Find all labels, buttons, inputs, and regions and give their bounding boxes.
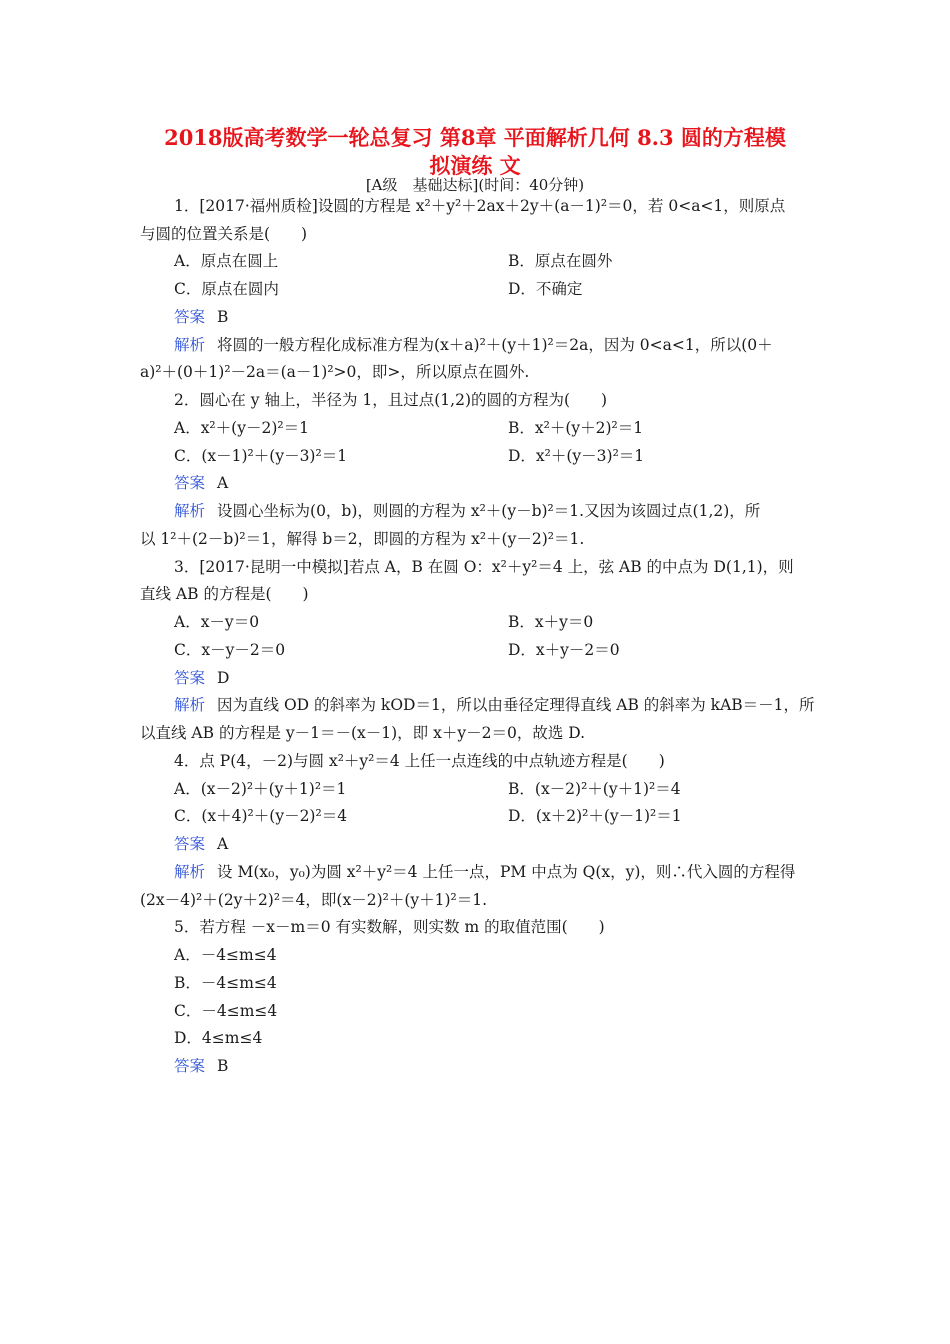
analysis-text: 设 M(x₀，y₀)为圆 x²＋y²＝4 上任一点，PM 中点为 Q(x，y)，则∴代入圆的方程得 — [217, 863, 796, 881]
q3-analysis-line-1 — [174, 695, 815, 715]
q3-option-a: A．x－y＝0 — [174, 613, 260, 631]
q3-analysis-line-2: 以直线 AB 的方程是 y－1＝－(x－1)，即 x＋y－2＝0，故选 D. — [140, 724, 586, 742]
q4-option-d: D．(x＋2)²＋(y－1)²＝1 — [508, 807, 682, 825]
q4-option-c: C．(x＋4)²＋(y－2)²＝4 — [174, 807, 348, 825]
q2-analysis-line-1 — [174, 501, 760, 521]
analysis-text: 设圆心坐标为(0，b)，则圆的方程为 x²＋(y－b)²＝1.又因为该圆过点(1,2)，所 — [217, 502, 761, 520]
answer-label: 答案 — [174, 308, 206, 326]
analysis-label: 解析 — [174, 696, 206, 714]
q1-analysis-line-1 — [174, 335, 773, 355]
q1-option-d: D．不确定 — [508, 280, 583, 298]
q3-answer — [174, 668, 229, 688]
q5-option-a: A．－4≤m≤4 — [174, 946, 277, 964]
q1-option-a: A．原点在圆上 — [174, 252, 279, 270]
q2-analysis-line-2: 以 1²＋(2－b)²＝1，解得 b＝2，即圆的方程为 x²＋(y－2)²＝1. — [140, 530, 585, 548]
q4-analysis-line-2: (2x－4)²＋(2y＋2)²＝4，即(x－2)²＋(y＋1)²＝1. — [140, 891, 488, 909]
document-title — [120, 124, 830, 180]
q3-stem-line-2: 直线 AB 的方程是( ) — [140, 585, 309, 603]
q2-option-c: C．(x－1)²＋(y－3)²＝1 — [174, 447, 348, 465]
title-line-2: 拟演练 文 — [429, 153, 521, 178]
q3-stem-line-1: 3．[2017·昆明一中模拟]若点 A，B 在圆 O：x²＋y²＝4 上，弦 AB 的中点为 D(1,1)，则 — [174, 558, 794, 576]
q5-answer — [174, 1056, 228, 1076]
answer-value: A — [217, 474, 229, 492]
q2-stem-line-1: 2．圆心在 y 轴上，半径为 1，且过点(1,2)的圆的方程为( ) — [174, 391, 608, 409]
answer-value: A — [217, 835, 229, 853]
q5-option-b: B．－4≤m≤4 — [174, 974, 277, 992]
q3-option-b: B．x＋y＝0 — [508, 613, 594, 631]
title-line-1: 2018版高考数学一轮总复习 第8章 平面解析几何 8.3 圆的方程模 — [164, 125, 786, 150]
q1-stem-line-2: 与圆的位置关系是( ) — [140, 225, 308, 243]
q3-option-c: C．x－y－2＝0 — [174, 641, 286, 659]
q3-option-d: D．x＋y－2＝0 — [508, 641, 620, 659]
analysis-label: 解析 — [174, 863, 206, 881]
answer-value: B — [217, 1057, 229, 1075]
answer-label: 答案 — [174, 835, 206, 853]
q4-answer — [174, 834, 228, 854]
q4-option-b: B．(x－2)²＋(y＋1)²＝4 — [508, 780, 681, 798]
q4-stem-line-1: 4．点 P(4，－2)与圆 x²＋y²＝4 上任一点连线的中点轨迹方程是( ) — [174, 752, 665, 770]
q2-option-b: B．x²＋(y＋2)²＝1 — [508, 419, 644, 437]
q1-stem-line-1: 1．[2017·福州质检]设圆的方程是 x²＋y²＋2ax＋2y＋(a－1)²＝0，若 0<a<1，则原点 — [174, 197, 786, 215]
analysis-text: 因为直线 OD 的斜率为 kOD＝1，所以由垂径定理得直线 AB 的斜率为 kAB＝－1，所 — [217, 696, 815, 714]
q2-option-d: D．x²＋(y－3)²＝1 — [508, 447, 645, 465]
q4-option-a: A．(x－2)²＋(y＋1)²＝1 — [174, 780, 347, 798]
answer-label: 答案 — [174, 669, 206, 687]
q2-answer — [174, 473, 228, 493]
q1-answer — [174, 307, 228, 327]
q2-option-a: A．x²＋(y－2)²＝1 — [174, 419, 309, 437]
q4-analysis-line-1 — [174, 862, 795, 882]
analysis-label: 解析 — [174, 336, 206, 354]
section-subtitle: [A级 基础达标](时间：40分钟) — [365, 176, 585, 194]
q1-option-b: B．原点在圆外 — [508, 252, 613, 270]
q1-analysis-line-2: a)²＋(0＋1)²－2a＝(a－1)²>0，即>，所以原点在圆外. — [140, 363, 530, 381]
q5-stem-line-1: 5．若方程 －x－m＝0 有实数解，则实数 m 的取值范围( ) — [174, 918, 605, 936]
answer-label: 答案 — [174, 474, 206, 492]
analysis-label: 解析 — [174, 502, 206, 520]
answer-value: D — [217, 669, 230, 687]
analysis-text: 将圆的一般方程化成标准方程为(x＋a)²＋(y＋1)²＝2a，因为 0<a<1，所以(0＋ — [217, 336, 773, 354]
q5-option-d: D．4≤m≤4 — [174, 1029, 263, 1047]
answer-value: B — [217, 308, 229, 326]
q1-option-c: C．原点在圆内 — [174, 280, 279, 298]
q5-option-c: C．－4≤m≤4 — [174, 1002, 278, 1020]
answer-label: 答案 — [174, 1057, 206, 1075]
